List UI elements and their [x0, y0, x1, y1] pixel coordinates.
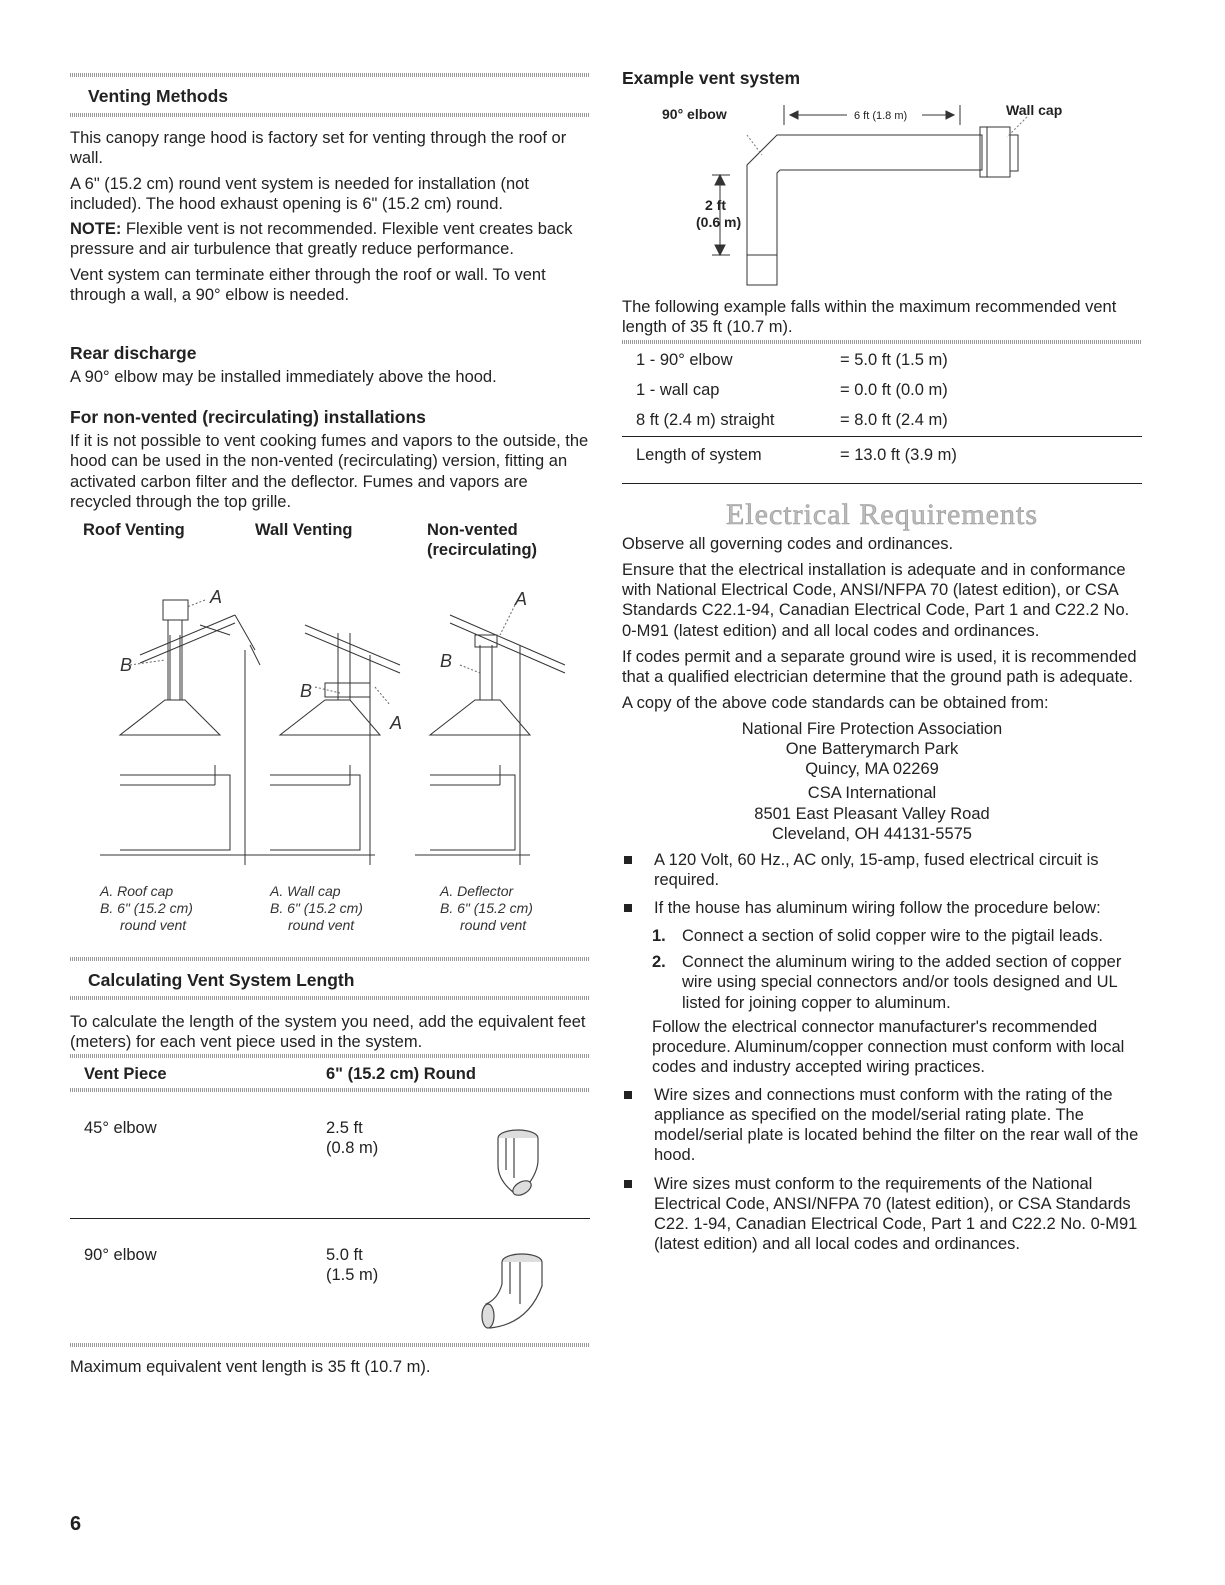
- wallcap-label: Wall cap: [1006, 102, 1063, 118]
- example-row-item: 1 - wall cap: [636, 381, 720, 399]
- wall-venting-label: Wall Venting: [255, 521, 353, 539]
- example-text: The following example falls within the maximum recommended vent length of 35 ft (10.7 m).: [622, 298, 1117, 337]
- table-divider: [70, 1218, 590, 1219]
- non-vented-title: For non-vented (recirculating) installations: [70, 407, 426, 427]
- paragraph: If it is not possible to vent cooking fumes and vapors to the outside, the hood can be used in the non-vented (recirculating) version, fitting an activated carbon filter and the deflector. Fumes and vapors are recycled through the top grille.: [70, 432, 589, 511]
- electrical-title: Electrical Requirements: [725, 498, 1039, 531]
- nfpa-address: [622, 719, 1142, 779]
- step-number: 1.: [652, 927, 666, 946]
- caption-b-cont: round vent: [120, 916, 187, 933]
- csa-address: [622, 783, 1142, 843]
- vent-piece-header: Vent Piece: [84, 1065, 167, 1083]
- wall-letter-a: A: [390, 713, 403, 733]
- wall-venting-diagram: [255, 625, 403, 865]
- calc-title: Calculating Vent System Length: [88, 970, 355, 990]
- paragraph: If codes permit and a separate ground wire is used, it is recommended that a qualified electrician determine that the ground path is adequate.: [622, 647, 1137, 686]
- wall-venting-caption: [270, 883, 420, 933]
- address-line: CSA International: [807, 784, 937, 803]
- paragraph: Ensure that the electrical installation is adequate and in conformance with National Electrical Code, ANSI/NFPA 70 (latest edition), or CSA Standards C22.1-94, Canadian Electrical Code, Part 1 and C22.2 No. 0-M91 (latest edition) and all local codes and ordinances.: [622, 561, 1130, 640]
- paragraph: A 6" (15.2 cm) round vent system is needed for installation (not included). The hood exhaust opening is 6" (15.2 cm) round.: [70, 175, 529, 214]
- caption-b-cont: round vent: [288, 916, 355, 933]
- caption-b: B. 6" (15.2 cm): [440, 899, 533, 916]
- wall-letter-b: B: [300, 681, 313, 701]
- length-label: 6 ft (1.8 m): [854, 110, 908, 122]
- caption-a: A. Wall cap: [270, 883, 341, 899]
- note-text: Flexible vent is not recommended. Flexible vent creates back pressure and air turbulence that greatly reduce performance.: [70, 219, 573, 258]
- example-bottom-rule: [622, 483, 1142, 484]
- example-title: Example vent system: [622, 68, 801, 88]
- vertical-m-label: (0.6 m): [696, 214, 742, 230]
- roof-letter-a: A: [210, 587, 223, 607]
- note-paragraph: [70, 219, 590, 259]
- calc-dotted-rule: [70, 957, 590, 961]
- non-vented-label: Non-vented (recirculating): [427, 521, 538, 560]
- example-row-item: 8 ft (2.4 m) straight: [636, 411, 775, 429]
- paragraph: Vent system can terminate either through the roof or wall. To vent through a wall, a 90° elbow is needed.: [70, 265, 546, 304]
- address-line: National Fire Protection Association: [741, 720, 1003, 738]
- example-row-item: 1 - 90° elbow: [636, 351, 733, 369]
- numbered-step: [622, 952, 1142, 1012]
- elbow-label: 90° elbow: [662, 106, 727, 122]
- table-dotted-rule-2: [70, 1088, 590, 1092]
- electrical-body: [622, 534, 1142, 1254]
- bullet-item: Wire sizes must conform to the requirements of the National Electrical Code, ANSI/NFPA 70 (latest edition), or CSA Standards C22. 1-94, Canadian Electrical Code, Part 1 and C22.2 No. 0-M91 (latest edition) and all local codes and ordinances.: [622, 1174, 1142, 1255]
- paragraph: A 90° elbow may be installed immediately above the hood.: [70, 368, 497, 387]
- non-vented-section: [70, 407, 590, 512]
- bullet-item: A 120 Volt, 60 Hz., AC only, 15-amp, fused electrical circuit is required.: [622, 850, 1142, 890]
- nonvented-letter-b: B: [440, 651, 453, 671]
- step-text: Connect a section of solid copper wire to the pigtail leads.: [682, 927, 1103, 946]
- example-total-value: = 13.0 ft (3.9 m): [840, 446, 957, 464]
- step-number: 2.: [652, 953, 666, 972]
- max-length-note: Maximum equivalent vent length is 35 ft (10.7 m).: [70, 1358, 431, 1376]
- address-line: 8501 East Pleasant Valley Road: [754, 804, 990, 823]
- example-dotted-rule: [622, 340, 1142, 344]
- venting-methods-body: [70, 128, 590, 305]
- example-row-value: = 0.0 ft (0.0 m): [840, 381, 948, 399]
- address-line: One Batterymarch Park: [785, 740, 959, 759]
- step-text: Connect the aluminum wiring to the added section of copper wire using special connectors and/or tools designed and UL listed for joining copper to aluminum.: [682, 953, 1122, 1012]
- non-vented-diagram: [415, 615, 565, 865]
- table-row-ft: 2.5 ft: [326, 1119, 363, 1137]
- roof-venting-label: Roof Venting: [83, 521, 185, 539]
- title-dotted-rule: [70, 113, 590, 117]
- numbered-step: [622, 926, 1142, 946]
- roof-venting-diagram: [100, 600, 260, 865]
- table-row-ft: 5.0 ft: [326, 1246, 363, 1264]
- rear-discharge-section: [70, 343, 590, 387]
- example-row-value: = 5.0 ft (1.5 m): [840, 351, 948, 369]
- table-bottom-rule: [70, 1343, 590, 1347]
- venting-methods-title: Venting Methods: [88, 86, 228, 106]
- paragraph: This canopy range hood is factory set for venting through the roof or wall.: [70, 129, 567, 168]
- elbow-90-icon: [478, 1244, 554, 1334]
- nonvented-letter-a: A: [515, 589, 528, 609]
- address-line: Quincy, MA 02269: [805, 760, 939, 779]
- paragraph: A copy of the above code standards can be obtained from:: [622, 693, 1049, 712]
- page-number: 6: [70, 1513, 82, 1535]
- example-vent-diagram: [622, 95, 1082, 295]
- bullet-item: If the house has aluminum wiring follow the procedure below:: [622, 898, 1142, 918]
- table-dotted-rule: [70, 1054, 590, 1058]
- paragraph: Follow the electrical connector manufacturer's recommended procedure. Aluminum/copper connection must conform with local codes and industry accepted wiring practices.: [652, 1017, 1125, 1076]
- vertical-ft-label: 2 ft: [705, 197, 726, 213]
- rear-discharge-title: Rear discharge: [70, 343, 197, 363]
- example-total-item: Length of system: [636, 446, 762, 464]
- caption-b-cont: round vent: [460, 916, 527, 933]
- address-line: Cleveland, OH 44131-5575: [772, 824, 972, 843]
- roof-venting-caption: [100, 883, 250, 933]
- calc-dotted-rule-2: [70, 996, 590, 1000]
- paragraph: Observe all governing codes and ordinances.: [622, 535, 954, 553]
- caption-b: B. 6" (15.2 cm): [270, 899, 363, 916]
- example-total-rule: [622, 436, 1142, 437]
- caption-a: A. Deflector: [440, 883, 514, 899]
- elbow-45-icon: [478, 1120, 550, 1210]
- caption-a: A. Roof cap: [100, 883, 174, 899]
- note-label: NOTE:: [70, 219, 122, 238]
- top-dotted-rule: [70, 73, 590, 77]
- calc-text: To calculate the length of the system you need, add the equivalent feet (meters) for each vent piece used in the system.: [70, 1013, 586, 1052]
- round-header: 6" (15.2 cm) Round: [326, 1065, 476, 1083]
- venting-diagrams: [90, 575, 580, 875]
- table-row-m: (1.5 m): [326, 1266, 379, 1284]
- table-row-piece: 45° elbow: [84, 1119, 157, 1137]
- bullet-item: Wire sizes and connections must conform with the rating of the appliance as specified on the model/serial rating plate. The model/serial plate is located behind the filter on the rear wall of the hood.: [622, 1085, 1142, 1166]
- non-vented-caption: [440, 883, 590, 933]
- roof-letter-b: B: [120, 655, 133, 675]
- caption-b: B. 6" (15.2 cm): [100, 899, 193, 916]
- table-row-piece: 90° elbow: [84, 1246, 157, 1264]
- table-row-m: (0.8 m): [326, 1139, 379, 1157]
- example-row-value: = 8.0 ft (2.4 m): [840, 411, 948, 429]
